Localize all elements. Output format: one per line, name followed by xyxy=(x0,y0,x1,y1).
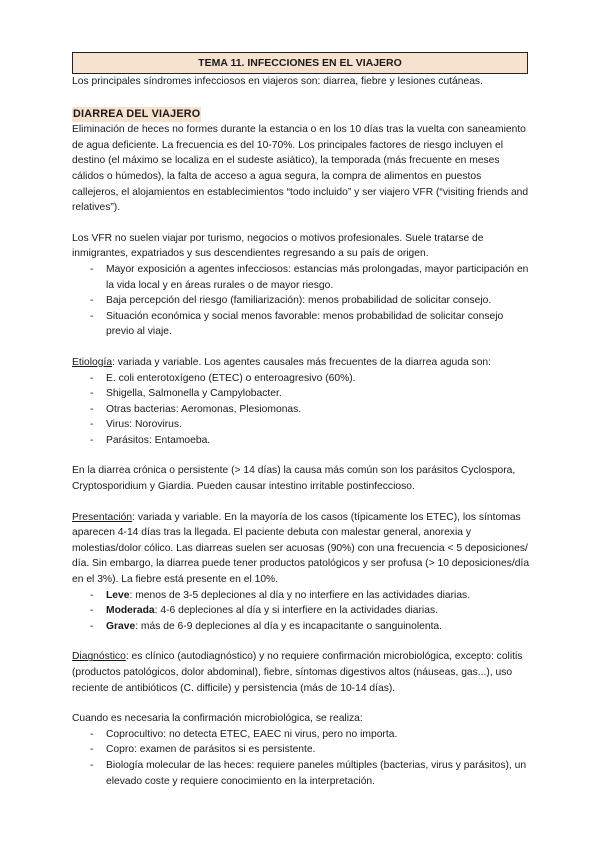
list-item xyxy=(72,588,530,604)
presentacion-paragraph xyxy=(72,510,530,588)
list-item xyxy=(72,619,530,635)
severity-text: : 4-6 depleciones al día y si interfiere en la actividades diarias. xyxy=(154,605,438,617)
list-item: - Otras bacterias: Aeromonas, Plesiomonas. xyxy=(72,402,530,418)
severity-term: Grave xyxy=(106,620,136,632)
etiologia-text: : variada y variable. Los agentes causales más frecuentes de la diarrea aguda son: xyxy=(112,356,492,368)
severity-term: Moderada xyxy=(106,605,155,617)
presentacion-label: Presentación xyxy=(72,511,133,523)
list-item: - Virus: Norovirus. xyxy=(72,417,530,433)
list-item: - Copro: examen de parásitos si es persistente. xyxy=(72,742,530,758)
etiologia-paragraph xyxy=(72,355,530,371)
list-item: - Parásitos: Entamoeba. xyxy=(72,433,530,449)
diagnostico-label: Diagnóstico xyxy=(72,651,126,663)
presentacion-text: : variada y variable. En la mayoría de los casos (típicamente los ETEC), los síntomas aparecen 4-14 días tras la llegada. El paciente debuta con malestar general, anorexia y molestias/dolor cólico. Las diarreas suelen ser acuosas (90%) con una frecuencia < 5 deposiciones/ día. Sin embargo, la diarrea puede tener productos patológicos y ser profusa (> 10 deposiciones/día en el 3%). La fiebre está presente en el 10%. xyxy=(72,511,530,586)
list-item: - Biología molecular de las heces: requiere paneles múltiples (bacterias, virus y parásitos), un elevado coste y requiere conocimiento en la interpretación. xyxy=(72,758,530,789)
list-item: - Mayor exposición a agentes infecciosos: estancias más prolongadas, mayor participación en la vida local y en áreas rurales o de mayor riesgo. xyxy=(72,262,530,293)
list-item: - Shigella, Salmonella y Campylobacter. xyxy=(72,386,530,402)
severity-list xyxy=(72,588,530,635)
list-item: - Baja percepción del riesgo (familiarización): menos probabilidad de solicitar consejo. xyxy=(72,293,530,309)
document-body xyxy=(72,74,530,789)
etiologia-label: Etiología xyxy=(72,356,113,368)
confirmacion-list xyxy=(72,727,530,789)
diagnostico-text: : es clínico (autodiagnóstico) y no requiere confirmación microbiológica, excepto: colitis (productos patológicos, dolor abdominal), fiebre, síntomas digestivos altos (náuseas, gas...), uso reciente de antibióticos (C. difficile) y persistencia (más de 10-14 días). xyxy=(72,651,523,694)
etiologia-list xyxy=(72,371,530,449)
severity-term: Leve xyxy=(106,589,130,601)
confirmacion-paragraph: Cuando es necesaria la confirmación microbiológica, se realiza: xyxy=(72,713,363,725)
vfr-list xyxy=(72,262,530,340)
list-item: - Situación económica y social menos favorable: menos probabilidad de solicitar consejo previo al viaje. xyxy=(72,309,530,340)
page-title: TEMA 11. INFECCIONES EN EL VIAJERO xyxy=(72,52,528,74)
vfr-paragraph: Los VFR no suelen viajar por turismo, negocios o motivos profesionales. Suele tratarse de inmigrantes, expatriados y sus descendientes regresando a su país de origen. xyxy=(72,232,484,260)
section-heading: DIARREA DEL VIAJERO xyxy=(72,107,201,123)
diagnostico-paragraph xyxy=(72,649,530,696)
list-item: - E. coli enterotoxígeno (ETEC) o enteroagresivo (60%). xyxy=(72,371,530,387)
severity-text: : menos de 3-5 depleciones al día y no interfiere en las actividades diarias. xyxy=(129,589,471,601)
list-item xyxy=(72,603,530,619)
severity-text: : más de 6-9 depleciones al día y es incapacitante o sanguinolenta. xyxy=(135,620,443,632)
definition-paragraph: Eliminación de heces no formes durante la estancia o en los 10 días tras la vuelta con saneamiento de agua deficiente. La frecuencia es del 10-70%. Los principales factores de riesgo incluyen el destino (el máximo se localiza en el sudeste asiático), la temporada (más frecuente en meses cálidos o húmedos), la falta de acceso a agua segura, la compra de alimentos en puestos callejeros, el alojamientos en establecimientos “todo incluido” y ser viajero VFR (“visiting friends and relatives”). xyxy=(72,124,529,214)
cronica-paragraph: En la diarrea crónica o persistente (> 14 días) la causa más común son los parásitos Cyclospora, Cryptosporidium y Giardia. Pueden causar intestino irritable postinfeccioso. xyxy=(72,465,516,493)
intro-paragraph: Los principales síndromes infecciosos en viajeros son: diarrea, fiebre y lesiones cutáneas. xyxy=(72,76,483,87)
list-item: - Coprocultivo: no detecta ETEC, EAEC ni virus, pero no importa. xyxy=(72,727,530,743)
